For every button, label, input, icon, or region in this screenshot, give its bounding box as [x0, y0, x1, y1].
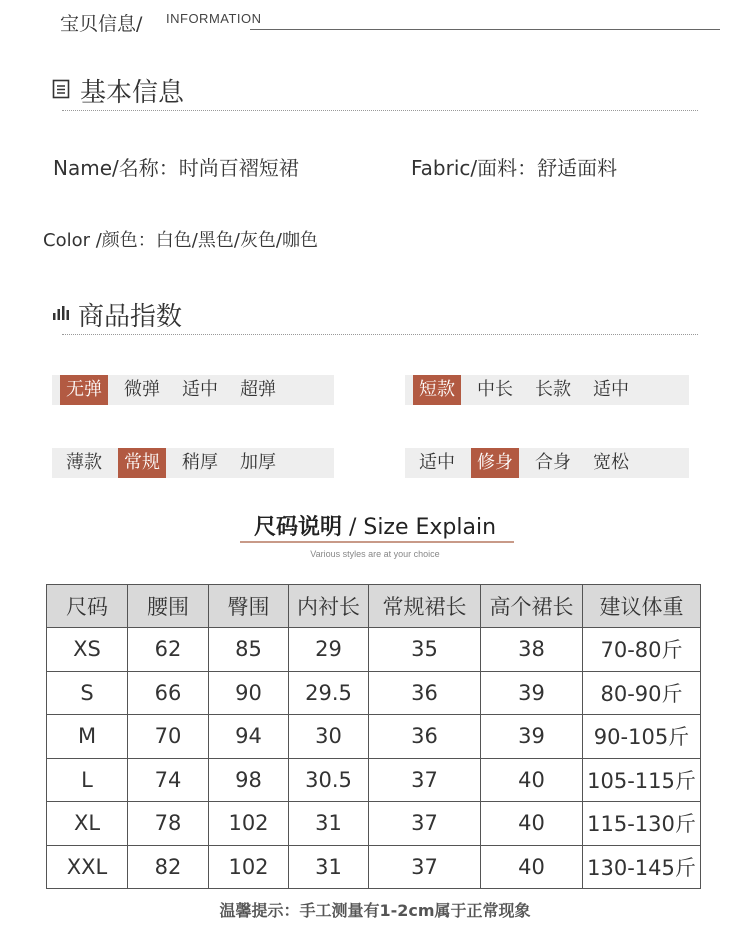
table-cell: 35	[369, 628, 481, 672]
table-cell: 29	[289, 628, 369, 672]
table-cell: 102	[209, 802, 289, 846]
column-header: 内衬长	[289, 585, 369, 628]
table-header-row	[47, 585, 701, 628]
size-cell: M	[47, 715, 128, 759]
size-explain-underline	[240, 541, 514, 543]
column-header: 建议体重	[583, 585, 701, 628]
table-cell: 37	[369, 845, 481, 889]
tag: 超弹	[240, 379, 276, 400]
table-cell: 130-145斤	[583, 845, 701, 889]
tag-selected: 无弹	[60, 375, 108, 405]
table-cell: 37	[369, 802, 481, 846]
tag: 薄款	[66, 452, 102, 473]
fabric-value: 舒适面料	[537, 156, 618, 180]
table-row	[47, 671, 701, 715]
tag: 宽松	[593, 452, 629, 473]
size-explain-subtitle: Various styles are at your choice	[310, 549, 440, 559]
tag: 中长	[477, 379, 513, 400]
table-cell: 98	[209, 758, 289, 802]
table-cell: 36	[369, 715, 481, 759]
table-cell: 90-105斤	[583, 715, 701, 759]
size-explain-title-en: Size Explain	[363, 515, 497, 540]
table-cell: 70	[128, 715, 209, 759]
color-label: Color /颜色：	[43, 230, 156, 251]
table-row	[47, 715, 701, 759]
color-value: 白色/黑色/灰色/咖色	[155, 230, 318, 251]
size-explain-title	[0, 510, 750, 541]
table-cell: 37	[369, 758, 481, 802]
tag-selected: 修身	[471, 448, 519, 478]
table-cell: 62	[128, 628, 209, 672]
thickness-tag-row	[52, 448, 334, 478]
color-row	[43, 226, 318, 252]
bar-chart-icon	[52, 305, 70, 325]
table-cell: 80-90斤	[583, 671, 701, 715]
table-row	[47, 758, 701, 802]
table-cell: 40	[481, 802, 583, 846]
table-cell: 31	[289, 802, 369, 846]
header-title-en: INFORMATION	[166, 11, 262, 26]
fabric-label: Fabric/面料：	[411, 156, 538, 180]
basic-info-divider	[62, 110, 698, 111]
table-cell: 40	[481, 758, 583, 802]
table-cell: 39	[481, 671, 583, 715]
table-cell: 29.5	[289, 671, 369, 715]
tag: 微弹	[124, 379, 160, 400]
basic-info-title: 基本信息	[80, 78, 185, 108]
table-cell: 30.5	[289, 758, 369, 802]
fabric-row	[411, 152, 617, 181]
table-cell: 38	[481, 628, 583, 672]
table-cell: 102	[209, 845, 289, 889]
size-table	[46, 584, 701, 889]
basic-info-heading	[52, 72, 184, 109]
table-cell: 31	[289, 845, 369, 889]
table-cell: 74	[128, 758, 209, 802]
size-cell: L	[47, 758, 128, 802]
table-cell: 105-115斤	[583, 758, 701, 802]
table-row	[47, 845, 701, 889]
measurement-note: 温馨提示：手工测量有1-2cm属于正常现象	[219, 901, 531, 920]
index-divider	[62, 334, 698, 335]
size-cell: XS	[47, 628, 128, 672]
table-row	[47, 628, 701, 672]
table-row	[47, 802, 701, 846]
size-cell: S	[47, 671, 128, 715]
header-divider	[250, 29, 720, 30]
length-tag-row	[405, 375, 689, 405]
index-title: 商品指数	[78, 302, 183, 332]
table-cell: 94	[209, 715, 289, 759]
size-explain-title-cn: 尺码说明	[253, 515, 342, 540]
size-cell: XL	[47, 802, 128, 846]
name-row	[53, 152, 299, 181]
column-header: 臀围	[209, 585, 289, 628]
size-cell: XXL	[47, 845, 128, 889]
name-label: Name/名称：	[53, 156, 179, 180]
size-explain-sep: /	[341, 515, 364, 540]
tag-selected: 短款	[413, 375, 461, 405]
name-value: 时尚百褶短裙	[178, 156, 299, 180]
table-cell: 30	[289, 715, 369, 759]
column-header: 高个裙长	[481, 585, 583, 628]
tag: 稍厚	[182, 452, 218, 473]
tag: 长款	[535, 379, 571, 400]
fit-tag-row	[405, 448, 689, 478]
column-header: 腰围	[128, 585, 209, 628]
header-title-cn: 宝贝信息/	[60, 13, 143, 35]
tag: 适中	[419, 452, 455, 473]
table-cell: 85	[209, 628, 289, 672]
column-header: 尺码	[47, 585, 128, 628]
table-cell: 78	[128, 802, 209, 846]
tag-selected: 常规	[118, 448, 166, 478]
elasticity-tag-row	[52, 375, 334, 405]
index-heading	[52, 296, 182, 333]
table-cell: 39	[481, 715, 583, 759]
tag: 适中	[182, 379, 218, 400]
table-cell: 66	[128, 671, 209, 715]
table-cell: 90	[209, 671, 289, 715]
tag: 适中	[593, 379, 629, 400]
tag: 加厚	[240, 452, 276, 473]
column-header: 常规裙长	[369, 585, 481, 628]
tag: 合身	[535, 452, 571, 473]
table-cell: 70-80斤	[583, 628, 701, 672]
table-cell: 40	[481, 845, 583, 889]
table-cell: 82	[128, 845, 209, 889]
list-icon	[52, 79, 70, 103]
table-cell: 115-130斤	[583, 802, 701, 846]
table-cell: 36	[369, 671, 481, 715]
